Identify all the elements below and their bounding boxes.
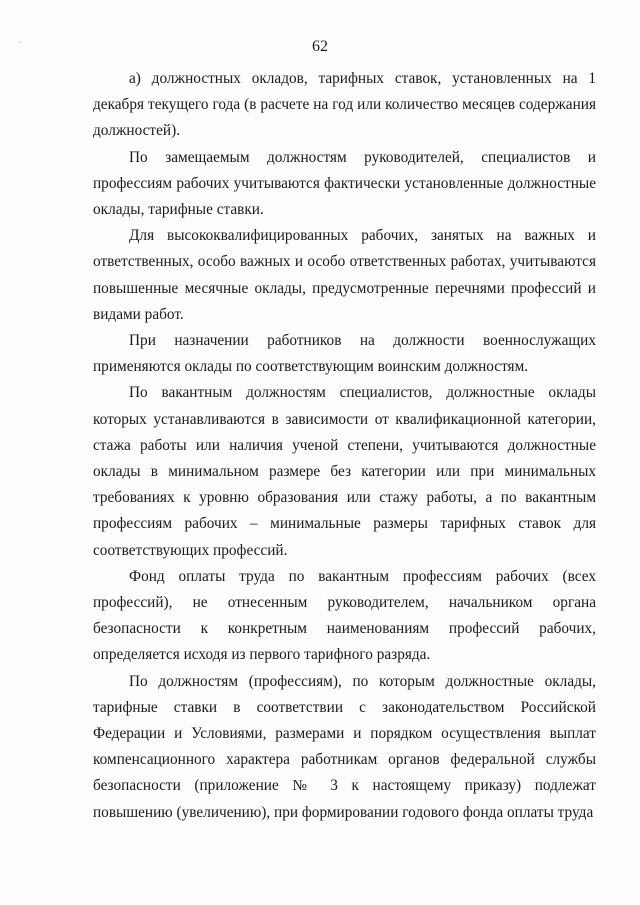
paragraph: а) должностных окладов, тарифных ставок, установленных на 1 декабря текущего года (в расчете на год или количество месяцев содержания должностей). bbox=[93, 70, 596, 140]
page-number: 62 bbox=[312, 38, 328, 55]
paragraph: По должностям (профессиям), по которым должностные оклады, тарифные ставки в соответствии с законодательством Российской Федерации и Условиями, размерами и порядком осуществления выплат компенсационного характера работникам органов федеральной службы безопасности (приложение № 3 к настоящему приказу) подлежат повышению (увеличению), при формировании годового фонда оплаты труда bbox=[93, 672, 596, 821]
paragraph: По вакантным должностям специалистов, должностные оклады которых устанавливаются в зависимости от квалификационной категории, стажа работы или наличия ученой степени, учитываются должностные оклады в минимальном размере без категории или при минимальных требованиях к уровню образования или стажу работы, а по вакантным профессиям рабочих – минимальные размеры тарифных ставок для соответствующих профессий. bbox=[93, 384, 596, 559]
paragraph: При назначении работников на должности военнослужащих применяются оклады по соответствующим воинским должностям. bbox=[93, 332, 596, 376]
paragraph: По замещаемым должностям руководителей, специалистов и профессиям рабочих учитываются фактически установленные должностные оклады, тарифные ставки. bbox=[93, 148, 596, 219]
body-text bbox=[93, 66, 596, 826]
paragraph: Для высококвалифицированных рабочих, занятых на важных и ответственных, особо важных и особо ответственных работах, учитываются повышенные месячные оклады, предусмотренные перечнями профессий и видами работ. bbox=[93, 227, 596, 323]
paragraph: Фонд оплаты труда по вакантным профессиям рабочих (всех профессий), не отнесенным руководителем, начальником органа безопасности к конкретным наименованиям профессий рабочих, определяется исходя из первого тарифного разряда. bbox=[93, 567, 596, 664]
